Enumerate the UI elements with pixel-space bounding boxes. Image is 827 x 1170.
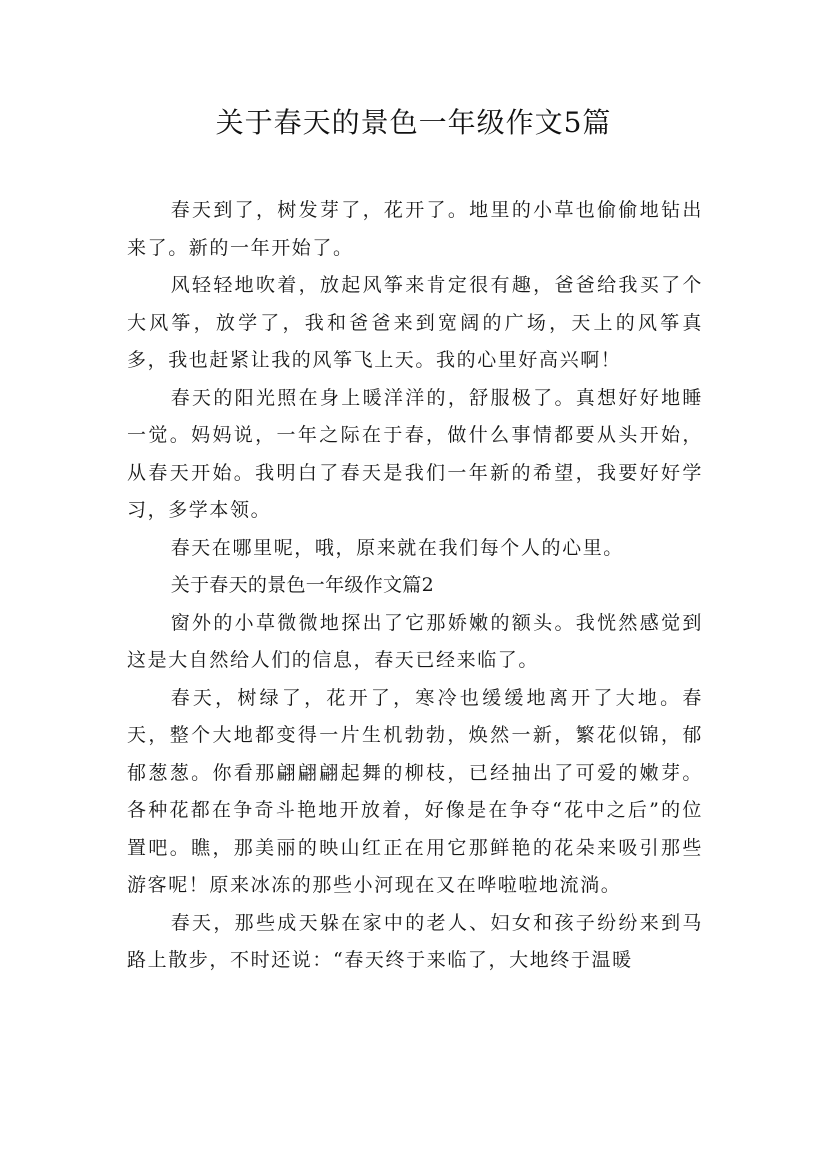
section-2-heading: 关于春天的景色一年级作文篇2 [170,574,434,596]
document-title: 关于春天的景色一年级作文5篇 [215,106,612,139]
paragraph-3: 春天的阳光照在身上暖洋洋的，舒服极了。真想好好地睡一觉。妈妈说，一年之际在于春，做什么事情都要从头开始，从春天开始。我明白了春天是我们一年新的希望，我要好好学习，多学本领。 [127,386,703,521]
document-body [127,192,703,980]
section-2-paragraph-1: 窗外的小草微微地探出了它那娇嫩的额头。我恍然感觉到这是大自然给人们的信息，春天已经来临了。 [127,611,703,671]
section-2-paragraph-3: 春天，那些成天躲在家中的老人、妇女和孩子纷纷来到马路上散步，不时还说：“春天终于来临了，大地终于温暖 [127,911,703,971]
paragraph-2: 风轻轻地吹着，放起风筝来肯定很有趣，爸爸给我买了个大风筝，放学了，我和爸爸来到宽阔的广场，天上的风筝真多，我也赶紧让我的风筝飞上天。我的心里好高兴啊！ [127,274,703,371]
paragraph-1: 春天到了，树发芽了，花开了。地里的小草也偷偷地钻出来了。新的一年开始了。 [127,199,703,259]
paragraph-4: 春天在哪里呢，哦，原来就在我们每个人的心里。 [170,536,624,559]
section-2-paragraph-2: 春天，树绿了，花开了，寒冷也缓缓地离开了大地。春天，整个大地都变得一片生机勃勃，焕然一新，繁花似锦，郁郁葱葱。你看那翩翩翩起舞的柳枝，已经抽出了可爱的嫩芽。各种花都在争奇斗艳地开放着，好像是在争夺“花中之后”的位置吧。瞧，那美丽的映山红正在用它那鲜艳的花朵来吸引那些游客呢！原来冰冻的那些小河现在又在哗啦啦地流淌。 [127,686,703,896]
